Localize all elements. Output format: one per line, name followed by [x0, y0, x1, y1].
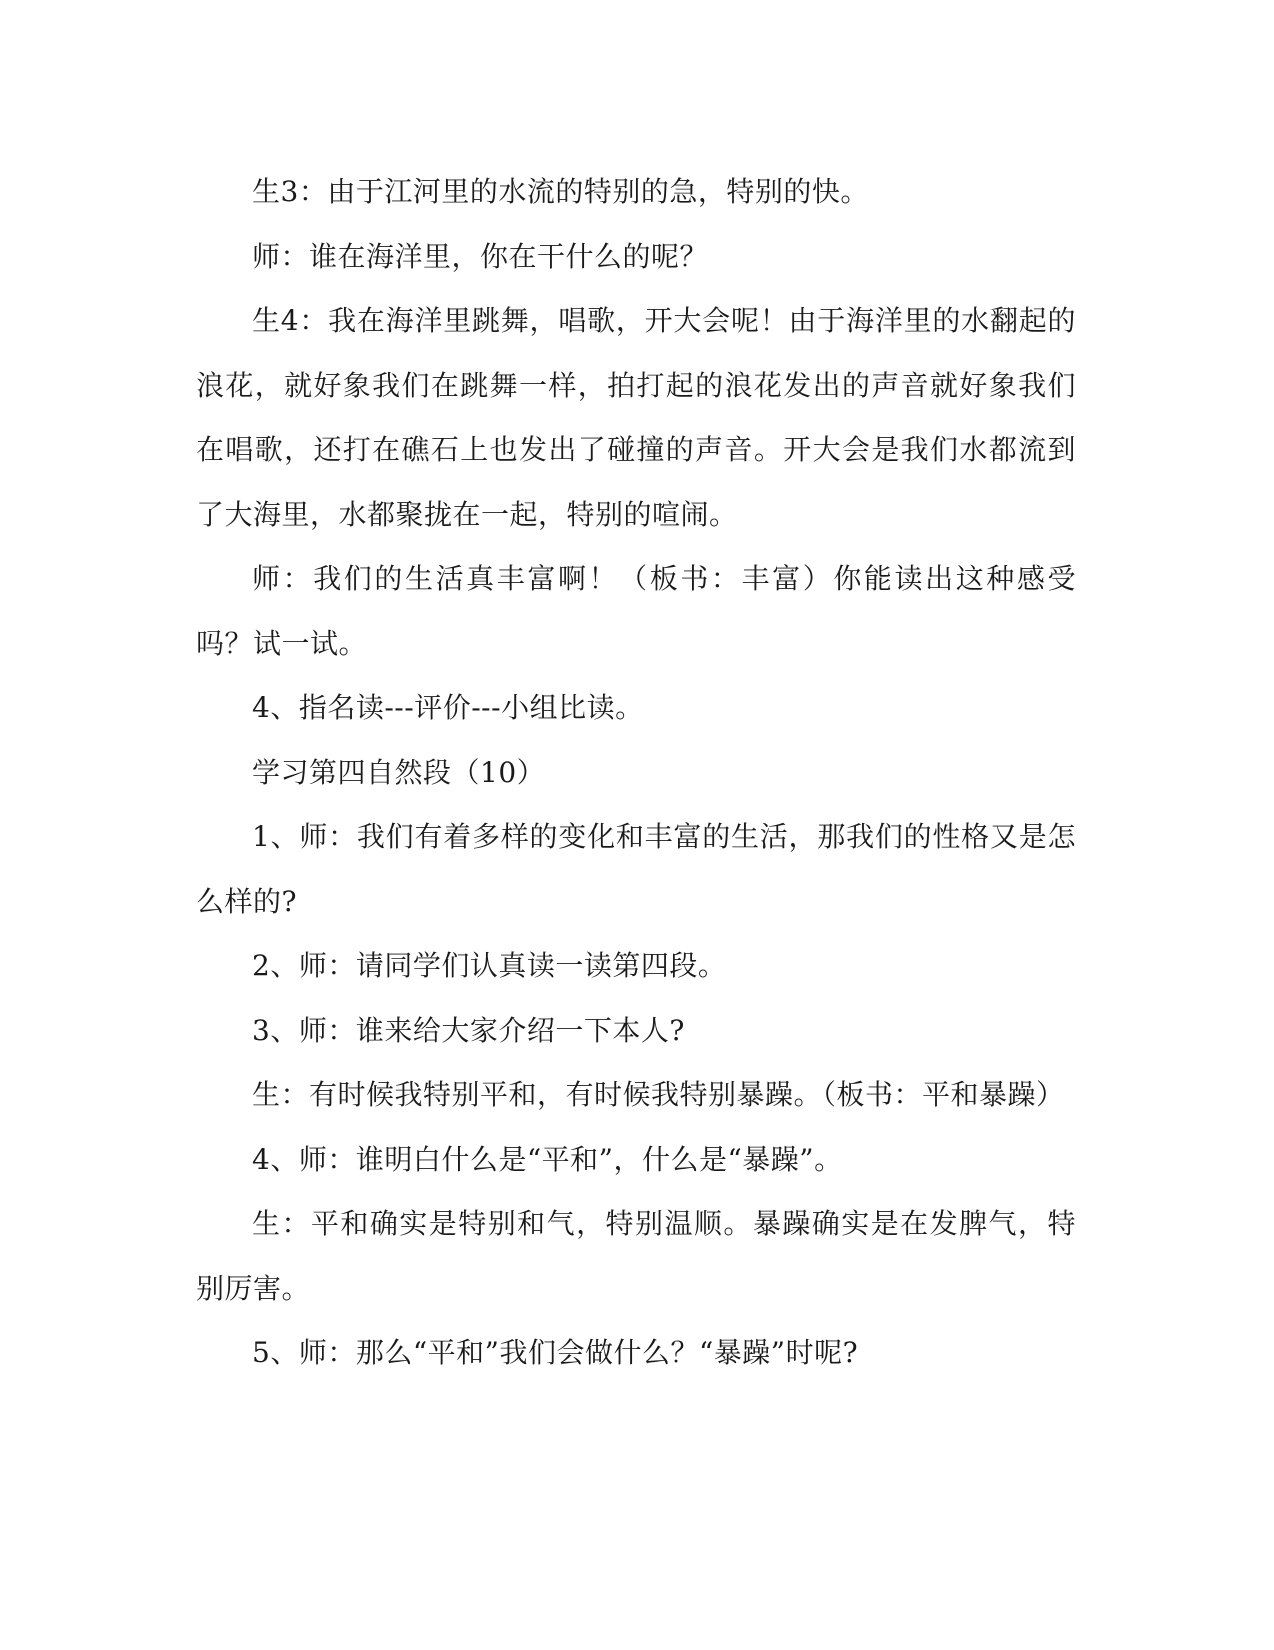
paragraph-6: 学习第四自然段（10） [252, 755, 546, 789]
document-body [196, 160, 1076, 1386]
paragraph-9: 3、师：谁来给大家介绍一下本人? [252, 1013, 685, 1047]
paragraph-12: 生：平和确实是特别和气，特别温顺。暴躁确实是在发脾气，特别厉害。 [196, 1207, 1076, 1305]
paragraph-5: 4、指名读---评价---小组比读。 [252, 691, 644, 724]
paragraph-13: 5、师：那么“平和”我们会做什么？“暴躁”时呢? [252, 1336, 859, 1369]
paragraph-4: 师：我们的生活真丰富啊！（板书：丰富）你能读出这种感受吗？试一试。 [196, 562, 1076, 660]
paragraph-11: 4、师：谁明白什么是“平和”，什么是“暴躁”。 [252, 1142, 843, 1176]
paragraph-3: 生4：我在海洋里跳舞，唱歌，开大会呢！由于海洋里的水翻起的浪花，就好象我们在跳舞一样，拍打起的浪花发出的声音就好象我们在唱歌，还打在礁石上也发出了碰撞的声音。开大会是我们水都流到了大海里，水都聚拢在一起，特别的喧闹。 [196, 304, 1076, 531]
paragraph-8: 2、师：请同学们认真读一读第四段。 [252, 949, 727, 982]
paragraph-7: 1、师：我们有着多样的变化和丰富的生活，那我们的性格又是怎么样的? [196, 820, 1076, 918]
paragraph-2: 师：谁在海洋里，你在干什么的呢？ [252, 239, 709, 273]
paragraph-1: 生3：由于江河里的水流的特别的急，特别的快。 [252, 175, 869, 208]
paragraph-10: 生：有时候我特别平和，有时候我特别暴躁。（板书：平和暴躁） [252, 1078, 1065, 1111]
